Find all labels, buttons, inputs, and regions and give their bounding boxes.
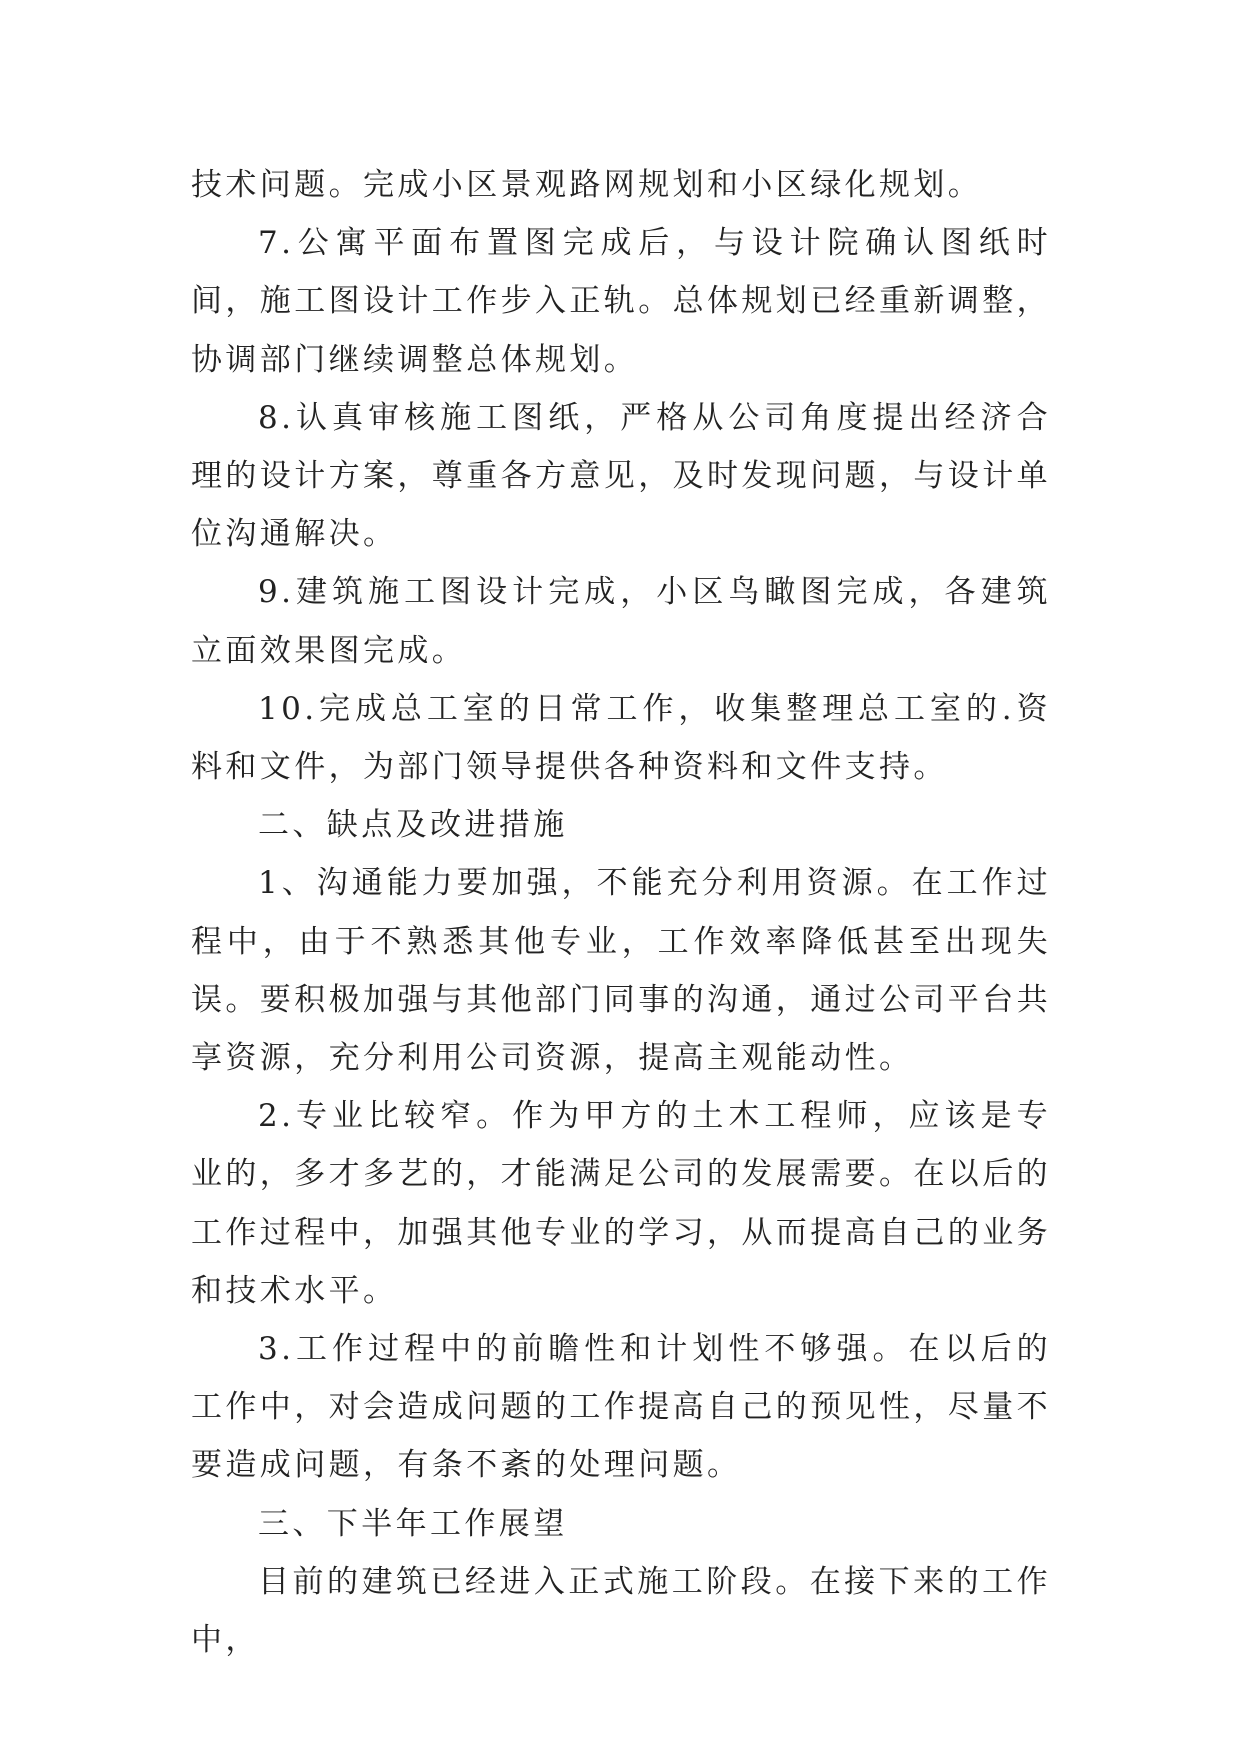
paragraph-item-7: 7.公寓平面布置图完成后，与设计院确认图纸时间，施工图设计工作步入正轨。总体规划已经重新调整，协调部门继续调整总体规划。	[191, 225, 1051, 378]
paragraph-item-8: 8.认真审核施工图纸，严格从公司角度提出经济合理的设计方案，尊重各方意见，及时发现问题，与设计单位沟通解决。	[191, 399, 1051, 553]
document-body	[191, 156, 1051, 1669]
paragraph-outlook: 目前的建筑已经进入正式施工阶段。在接下来的工作中，	[191, 1563, 1051, 1659]
section-heading-outlook: 三、下半年工作展望	[258, 1505, 568, 1542]
paragraph-item-10: 10.完成总工室的日常工作，收集整理总工室的.资料和文件，为部门领导提供各种资料和文件支持。	[191, 690, 1051, 786]
paragraph-continuation: 技术问题。完成小区景观路网规划和小区绿化规划。	[191, 167, 983, 203]
paragraph-shortcoming-1: 1、沟通能力要加强，不能充分利用资源。在工作过程中，由于不熟悉其他专业，工作效率降低甚至出现失误。要积极加强与其他部门同事的沟通，通过公司平台共享资源，充分利用公司资源，提高主观能动性。	[191, 865, 1051, 1077]
paragraph-item-9: 9.建筑施工图设计完成，小区鸟瞰图完成，各建筑立面效果图完成。	[191, 574, 1051, 669]
paragraph-shortcoming-2: 2.专业比较窄。作为甲方的土木工程师，应该是专业的，多才多艺的，才能满足公司的发展需要。在以后的工作过程中，加强其他专业的学习，从而提高自己的业务和技术水平。	[191, 1098, 1051, 1309]
section-heading-shortcomings: 二、缺点及改进措施	[258, 807, 568, 844]
paragraph-shortcoming-3: 3.工作过程中的前瞻性和计划性不够强。在以后的工作中，对会造成问题的工作提高自己的预见性，尽量不要造成问题，有条不紊的处理问题。	[191, 1331, 1051, 1484]
